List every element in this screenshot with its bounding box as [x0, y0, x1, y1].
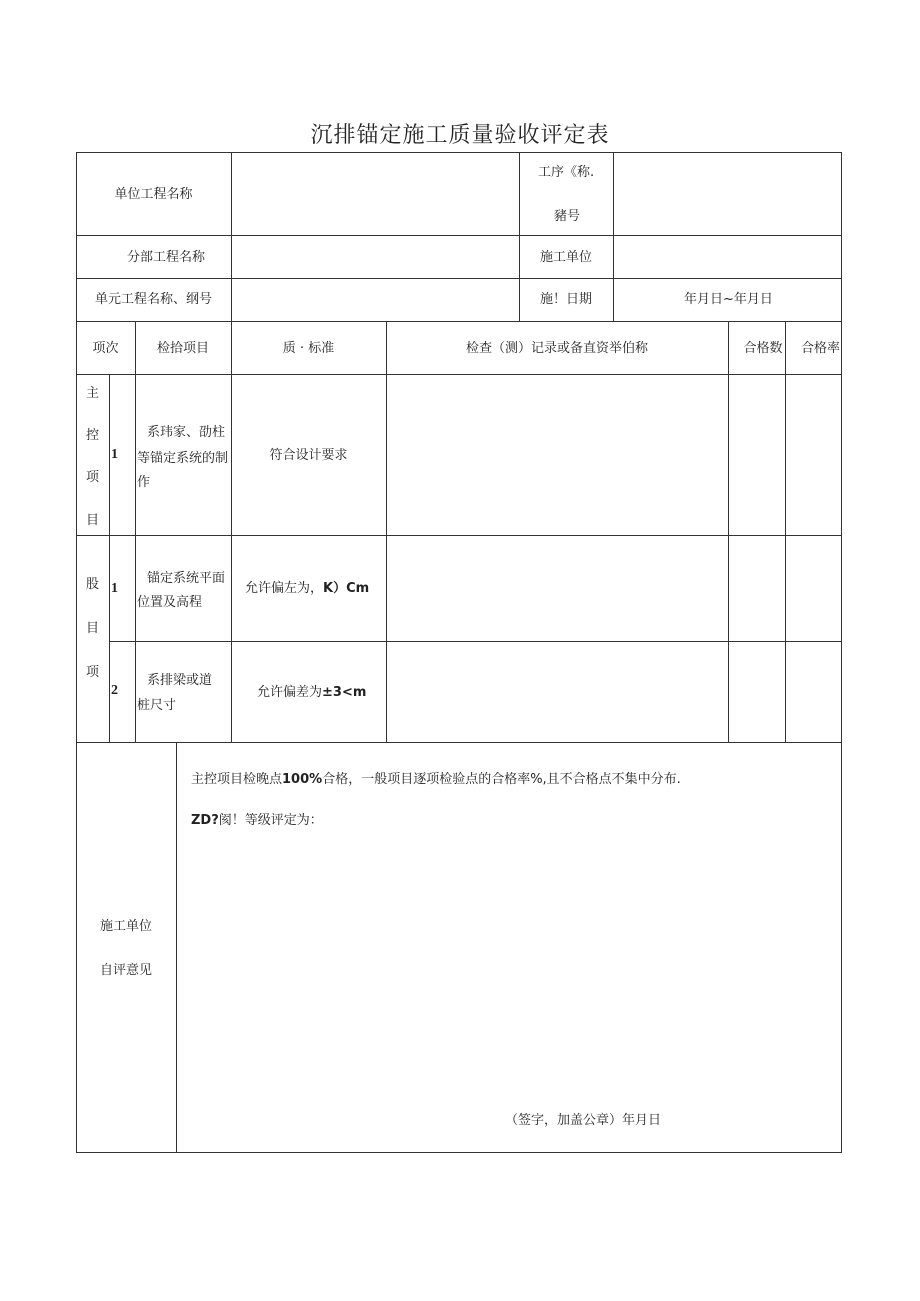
table-line — [386, 321, 387, 743]
standard-prefix: 允许偏左为， — [245, 581, 324, 596]
table-line — [613, 152, 614, 322]
standard-value: ±3<m — [322, 685, 367, 700]
opinion-text: 阂！等级评定为： — [218, 813, 323, 828]
opinion-line-2 — [191, 814, 323, 827]
check-item-text: 桩尺寸 — [137, 698, 177, 713]
row-number: 1 — [111, 581, 118, 596]
row-number: 1 — [111, 447, 118, 462]
main-control-label-char: 项 — [85, 470, 99, 485]
table-line — [728, 321, 729, 743]
opinion-line-1 — [191, 773, 681, 786]
column-header-check-item: 检拾项目 — [156, 341, 209, 356]
column-header-qualified-rate: 合格率 — [801, 341, 841, 356]
process-label-line1: 工序《称. — [538, 165, 595, 180]
element-project-label: 单元工程名称、纲号 — [94, 292, 212, 307]
unit-project-label: 单位工程名称 — [114, 187, 193, 202]
check-item-text: 等锚定系统的制 — [137, 451, 229, 466]
main-control-label-char: 主 — [85, 386, 99, 401]
column-header-item-no: 项次 — [92, 341, 119, 356]
check-item-text: 系玮家、劭柱 — [147, 425, 226, 440]
standard-prefix: 允许偏差为 — [257, 685, 323, 700]
column-header-quality-standard: 质 · 标准 — [282, 341, 335, 356]
contractor-label: 施工单位 — [539, 250, 592, 265]
table-line — [135, 321, 136, 743]
check-item-text: 作 — [137, 475, 151, 490]
column-header-qualified-count: 合格数 — [743, 341, 783, 356]
main-control-label-char: 控 — [85, 428, 99, 443]
check-item-text: 锚定系统平面 — [147, 571, 226, 586]
row-number: 2 — [111, 683, 118, 698]
general-label-char: 股 — [85, 577, 99, 592]
opinion-code: ZD? — [191, 813, 219, 828]
opinion-percent: 100% — [282, 772, 323, 787]
date-value: 年月日~年月日 — [684, 292, 773, 307]
table-line — [231, 152, 232, 743]
opinion-text: 合格，一般项目逐项检验点的合格率%,且不合格点不集中分布. — [322, 772, 681, 787]
table-line — [785, 321, 786, 743]
quality-standard-text: 符合设计要求 — [269, 448, 348, 463]
table-line — [76, 278, 842, 279]
table-line — [109, 374, 110, 743]
table-line — [76, 235, 842, 236]
opinion-label: 自评意见 — [99, 963, 152, 978]
main-control-label-char: 目 — [85, 513, 99, 528]
table-line — [176, 742, 177, 1153]
column-header-record: 检查（测）记录或备直资举伯称 — [465, 341, 648, 356]
process-label-line2: 豬号 — [554, 209, 581, 224]
opinion-label: 施工单位 — [99, 919, 152, 934]
quality-standard-text — [245, 582, 369, 595]
signature-line: （签字，加盖公章）年月日 — [505, 1113, 662, 1128]
general-label-char: 项 — [85, 665, 99, 680]
quality-standard-text — [257, 686, 366, 699]
check-item-text: 系排梁或道 — [147, 673, 213, 688]
check-item-text: 位置及高程 — [137, 595, 203, 610]
sub-project-label: 分部工程名称 — [126, 250, 205, 265]
table-line — [76, 152, 842, 153]
general-label-char: 目 — [85, 621, 99, 636]
date-label: 施！日期 — [539, 292, 592, 307]
page-title: 沉排锚定施工质量验收评定表 — [310, 123, 610, 148]
table-line — [841, 152, 842, 1153]
opinion-text: 主控项目检晚点 — [191, 772, 283, 787]
table-line — [109, 641, 842, 642]
standard-value: K）Cm — [323, 581, 370, 596]
table-line — [76, 1152, 842, 1153]
